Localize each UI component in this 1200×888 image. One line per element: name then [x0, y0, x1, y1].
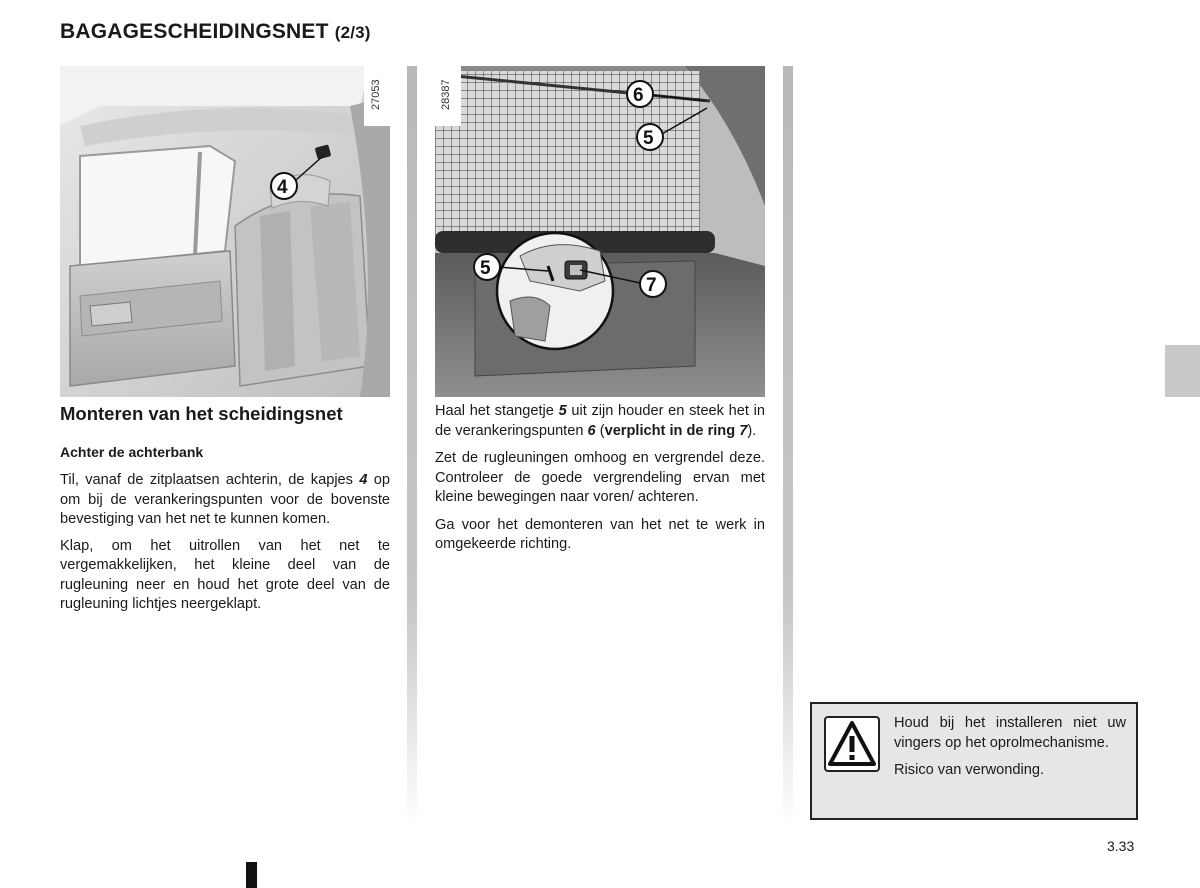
warning-box — [810, 702, 1138, 820]
figure-luggage-net — [435, 66, 765, 397]
callout-4 — [271, 173, 297, 199]
callout-label: 4 — [277, 177, 288, 198]
figure-id: 28387 — [440, 79, 452, 110]
paragraph-3: Haal het stangetje 5 uit zijn houder en steek het in de verankeringspunten 6 (verplicht in de ring 7). — [435, 403, 765, 439]
page-title-text: BAGAGESCHEIDINGSNET — [60, 20, 329, 43]
section-heading: Monteren van het scheidingsnet — [60, 403, 343, 424]
page-number: 3.33 — [1107, 838, 1135, 854]
warning-line-2: Risico van verwonding. — [894, 762, 1045, 778]
paragraph-4: Zet de rugleuningen omhoog en vergrendel deze. Controleer de goede vergrendeling ervan met kleine bewegingen naar voren/ achteren. — [435, 450, 765, 505]
page-title — [60, 20, 371, 44]
svg-text:5: 5 — [480, 258, 491, 279]
column-divider-2 — [783, 66, 793, 826]
paragraph-1: Til, vanaf de zitplaatsen achterin, de kapjes 4 op om bij de verankeringspunten voor de bovenste bevestiging van het net te kunnen komen. — [60, 472, 390, 527]
paragraph-5: Ga voor het demonteren van het net te werk in omgekeerde richting. — [435, 516, 765, 552]
figure-id: 27053 — [370, 79, 382, 110]
warning-triangle-icon — [824, 716, 880, 772]
middle-column — [435, 402, 765, 555]
luggage-net-illustration — [435, 66, 765, 397]
chapter-tab — [1165, 345, 1200, 397]
page-title-part: (2/3) — [334, 23, 371, 42]
section-subheading: Achter de achterbank — [60, 444, 204, 460]
figure-rear-seat — [60, 66, 390, 397]
paragraph-2: Klap, om het uitrollen van het net te vergemakkelijken, het kleine deel van de rugleuning neer en houd het grote deel van de rugleuning lichtjes neergeklapt. — [60, 537, 390, 612]
svg-text:5: 5 — [643, 128, 654, 149]
svg-text:6: 6 — [633, 85, 644, 106]
column-divider-1 — [407, 66, 417, 826]
svg-text:7: 7 — [646, 275, 657, 296]
warning-text — [894, 714, 1126, 781]
footer-marker — [246, 862, 257, 888]
left-column — [60, 403, 390, 615]
warning-line-1: Houd bij het installeren niet uw vingers op het oprolmechanisme. — [894, 715, 1126, 751]
rear-seat-illustration — [60, 66, 390, 397]
